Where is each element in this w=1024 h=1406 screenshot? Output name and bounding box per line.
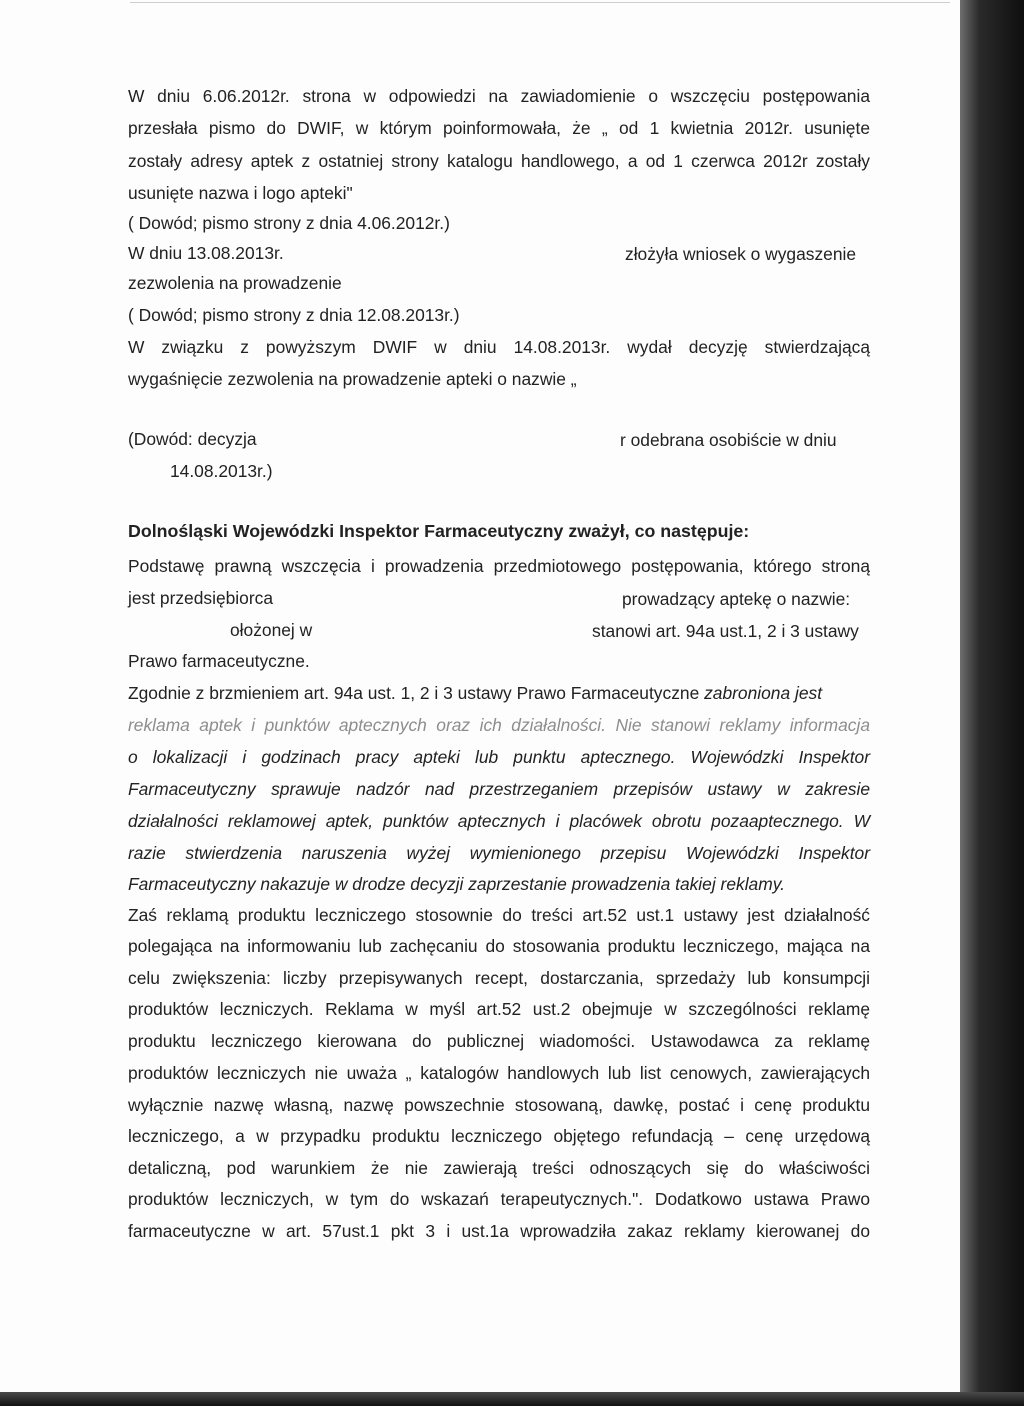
text-line: produktów leczniczych, w tym do wskazań terapeutycznych.". Dodatkowo ustawa Prawo: [128, 1189, 870, 1209]
evidence-line: (Dowód: decyzja: [128, 429, 257, 449]
italic-line: Farmaceutyczny sprawuje nadzór nad przestrzeganiem przepisów ustawy w zakresie: [128, 779, 870, 799]
text-line: celu zwiększenia: liczby przepisywanych recept, dostarczania, sprzedaży lub konsumpcji: [128, 968, 870, 988]
evidence-line: ( Dowód; pismo strony z dnia 12.08.2013r.): [128, 305, 460, 325]
italic-line: reklama aptek i punktów aptecznych oraz ich działalności. Nie stanowi reklamy informacja: [128, 715, 870, 735]
text-line: ołożonej w: [230, 620, 313, 640]
evidence-line: 14.08.2013r.): [170, 461, 273, 481]
text-line: jest przedsiębiorca: [128, 588, 273, 608]
text-line: farmaceutyczne w art. 57ust.1 pkt 3 i ust.1a wprowadziła zakaz reklamy kierowanej do: [128, 1221, 870, 1241]
text-line: zostały adresy aptek z ostatniej strony katalogu handlowego, a od 1 czerwca 2012r zostały: [128, 151, 870, 171]
text-line: zezwolenia na prowadzenie: [128, 273, 342, 293]
text-line: polegająca na informowaniu lub zachęcaniu do stosowania produktu leczniczego, mająca na: [128, 936, 870, 956]
text-line: przesłała pismo do DWIF, w którym poinformowała, że „ od 1 kwietnia 2012r. usunięte: [128, 118, 870, 138]
text-line-right: stanowi art. 94a ust.1, 2 i 3 ustawy: [592, 621, 859, 641]
text-line: Podstawę prawną wszczęcia i prowadzenia przedmiotowego postępowania, którego stroną: [128, 556, 870, 576]
text-line: produktów leczniczych. Reklama w myśl art.52 ust.2 obejmuje w szczególności reklamę: [128, 999, 870, 1019]
text-line-right: prowadzący aptekę o nazwie:: [622, 589, 851, 609]
italic-line: o lokalizacji i godzinach pracy apteki lub punktu aptecznego. Wojewódzki Inspektor: [128, 747, 870, 767]
text-line: wygaśnięcie zezwolenia na prowadzenie apteki o nazwie „: [128, 369, 577, 389]
scan-shadow-bottom: [0, 1392, 1024, 1406]
italic-line: działalności reklamowej aptek, punktów aptecznych i placówek obrotu pozaaptecznego. W: [128, 811, 870, 831]
law-text-italic: zabroniona jest: [704, 683, 823, 703]
text-line-right: złożyła wniosek o wygaszenie: [625, 244, 857, 264]
italic-line: Farmaceutyczny nakazuje w drodze decyzji zaprzestanie prowadzenia takiej reklamy.: [128, 874, 785, 894]
scan-top-rule: [130, 2, 950, 3]
scan-shadow-right: [960, 0, 1024, 1406]
text-line: Zaś reklamą produktu leczniczego stosownie do treści art.52 ust.1 ustawy jest działalność: [128, 905, 870, 925]
text-line: [128, 682, 870, 704]
text-line: W dniu 6.06.2012r. strona w odpowiedzi na zawiadomienie o wszczęciu postępowania: [128, 86, 870, 106]
italic-line: razie stwierdzenia naruszenia wyżej wymienionego przepisu Wojewódzki Inspektor: [128, 843, 870, 863]
text-line: produktu leczniczego kierowana do publicznej wiadomości. Ustawodawca za reklamę: [128, 1031, 870, 1051]
text-line-right: r odebrana osobiście w dniu: [620, 430, 837, 450]
text-line: detaliczną, pod warunkiem że nie zawierają treści odnoszących się do właściwości: [128, 1158, 870, 1178]
evidence-line: ( Dowód; pismo strony z dnia 4.06.2012r.): [128, 213, 450, 233]
law-text-normal: Zgodnie z brzmieniem art. 94a ust. 1, 2 i 3 ustawy Prawo Farmaceutyczne: [128, 683, 700, 703]
text-line: wyłącznie nazwę własną, nazwę powszechnie stosowaną, dawkę, postać i cenę produktu: [128, 1095, 870, 1115]
section-heading: Dolnośląski Wojewódzki Inspektor Farmaceutyczny zważył, co następuje:: [128, 521, 750, 541]
text-line: Prawo farmaceutyczne.: [128, 651, 310, 671]
text-line: W dniu 13.08.2013r.: [128, 243, 284, 263]
text-line: produktów leczniczych nie uważa „ katalogów handlowych lub list cenowych, zawierających: [128, 1063, 870, 1083]
text-line: leczniczego, a w przypadku produktu leczniczego objętego refundacją – cenę urzędową: [128, 1126, 870, 1146]
text-line: usunięte nazwa i logo apteki": [128, 183, 353, 203]
text-line: W związku z powyższym DWIF w dniu 14.08.2013r. wydał decyzję stwierdzającą: [128, 337, 870, 357]
